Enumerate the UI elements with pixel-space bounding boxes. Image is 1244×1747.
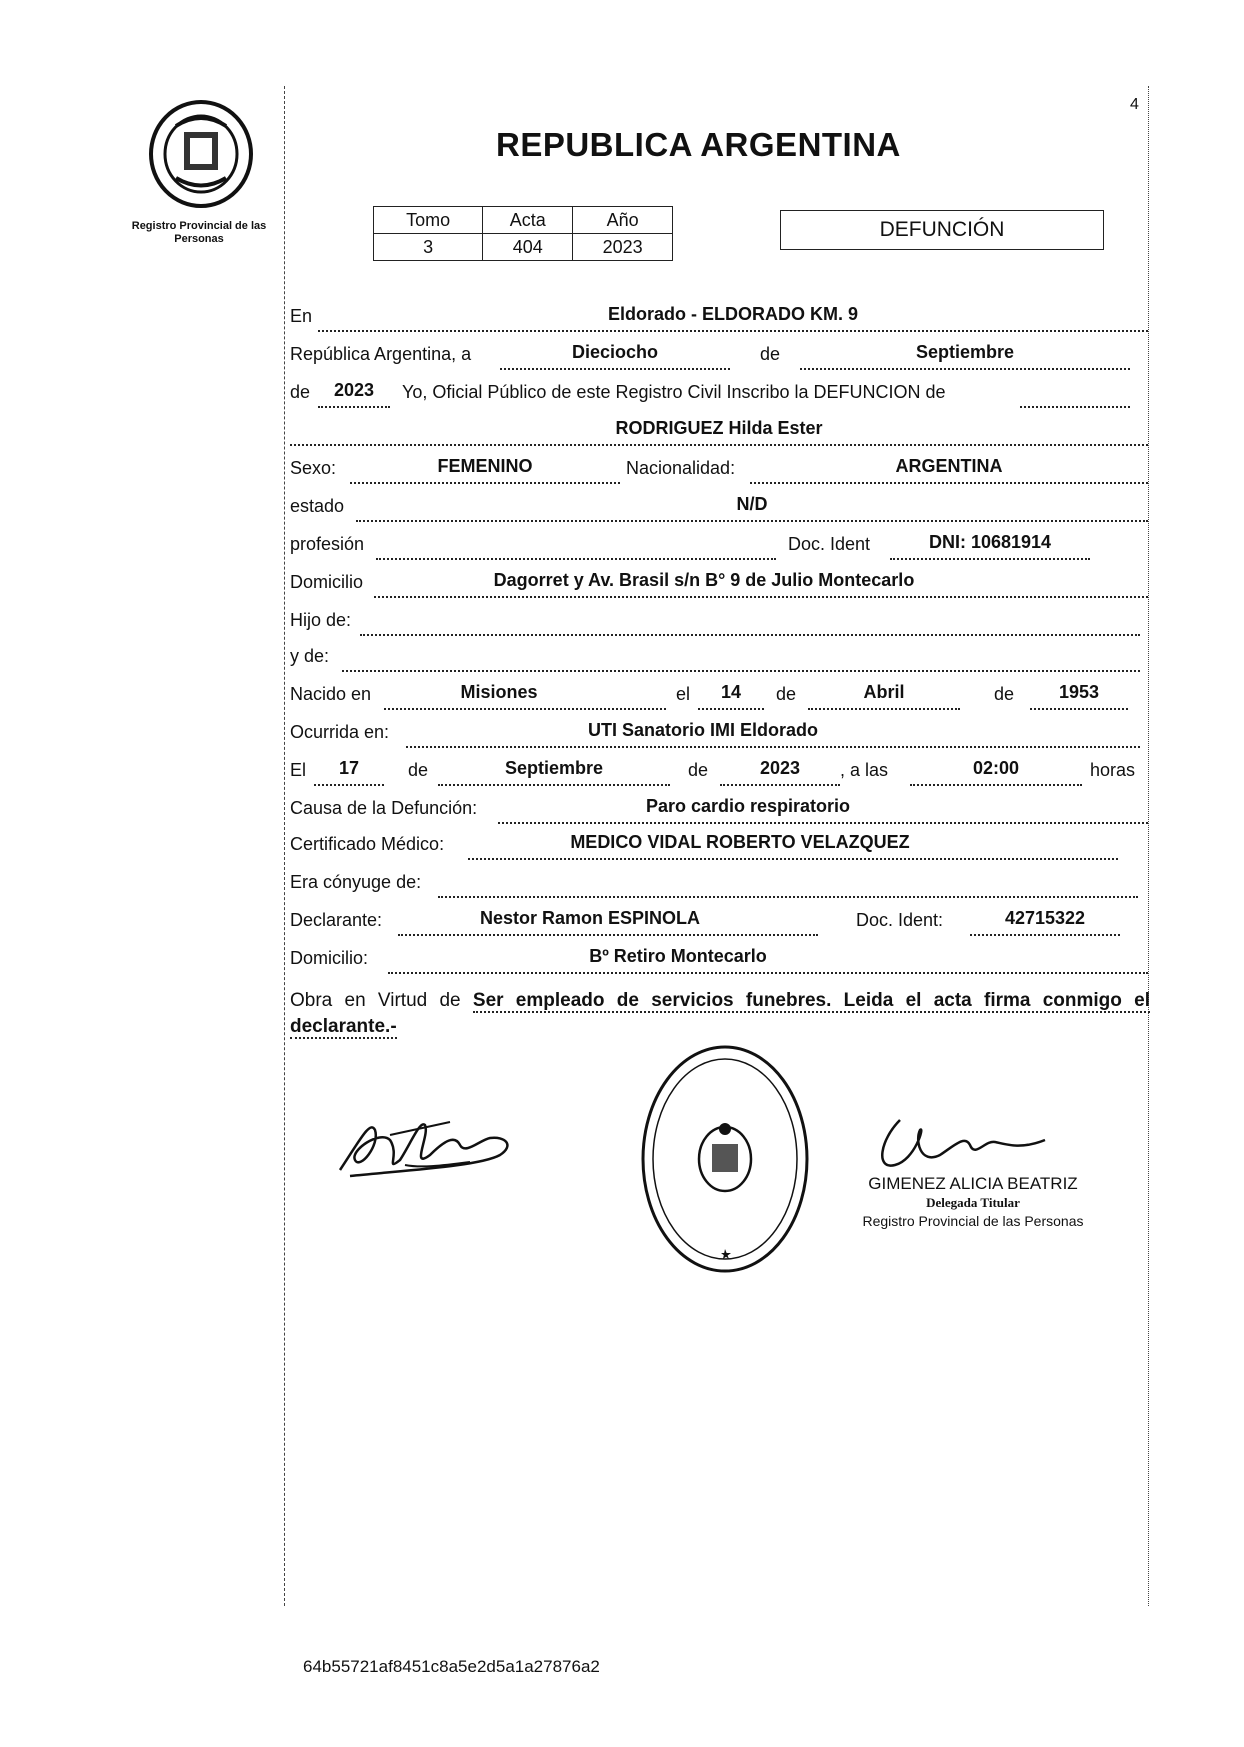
declarant-signature (330, 1100, 520, 1190)
obra-paragraph (290, 988, 1150, 1040)
registry-value-anio: 2023 (573, 234, 673, 261)
officer-office: Registro Provincial de las Personas (862, 1213, 1084, 1229)
left-margin-line (284, 86, 285, 1606)
label-hijo: Hijo de: (290, 610, 352, 630)
label-certificado: Certificado Médico: (290, 834, 445, 854)
value-birth-day: 14 (720, 682, 742, 702)
officer-role: Delegada Titular (926, 1195, 1020, 1210)
officer-signature-icon (870, 1110, 1060, 1180)
value-domicilio: Dagorret y Av. Brasil s/n B° 9 de Julio Montecarlo (493, 570, 915, 590)
value-doc-ident2: 42715322 (1004, 908, 1086, 928)
official-seal (640, 1044, 810, 1274)
value-birth-year: 1953 (1058, 682, 1100, 702)
row-profesion (290, 530, 1150, 560)
label-el2: El (290, 760, 307, 780)
value-certificado: MEDICO VIDAL ROBERTO VELAZQUEZ (570, 832, 910, 852)
registry-header-anio: Año (573, 207, 673, 234)
label-causa: Causa de la Defunción: (290, 798, 478, 818)
fill-conyuge (438, 876, 1138, 898)
value-day: Dieciocho (571, 342, 659, 362)
row-en (290, 302, 1150, 332)
logo-caption: Registro Provincial de las Personas (131, 220, 267, 245)
document-hash: 64b55721af8451c8a5e2d5a1a27876a2 (303, 1657, 600, 1676)
page-number: 4 (1130, 96, 1139, 113)
label-de2: de (290, 382, 311, 402)
label-de: de (760, 344, 781, 364)
label-republica: República Argentina, a (290, 344, 472, 364)
value-month: Septiembre (915, 342, 1015, 362)
value-deceased-name: RODRIGUEZ Hilda Ester (615, 418, 823, 438)
label-de3: de (776, 684, 797, 704)
value-causa: Paro cardio respiratorio (645, 796, 851, 816)
label-estado: estado (290, 496, 345, 516)
row-anio (290, 378, 1150, 408)
value-death-month: Septiembre (504, 758, 604, 778)
label-sexo: Sexo: (290, 458, 337, 478)
row-hijo (290, 606, 1150, 636)
registry-value-acta: 404 (483, 234, 573, 261)
label-doc-ident: Doc. Ident (788, 534, 871, 554)
label-domicilio: Domicilio (290, 572, 364, 592)
fill-profesion (376, 538, 776, 560)
row-domicilio2 (290, 944, 1150, 974)
label-el: el (676, 684, 691, 704)
row-fecha-defuncion (290, 756, 1150, 786)
value-estado: N/D (736, 494, 768, 514)
fill-yde (342, 650, 1140, 672)
value-year: 2023 (333, 380, 375, 400)
value-ocurrida: UTI Sanatorio IMI Eldorado (587, 720, 818, 740)
registry-table (373, 206, 673, 261)
value-death-day: 17 (338, 758, 360, 778)
value-death-time: 02:00 (972, 758, 1020, 778)
registry-header-acta: Acta (483, 207, 573, 234)
label-alas: , a las (840, 760, 889, 780)
officer-name: GIMENEZ ALICIA BEATRIZ (868, 1174, 1078, 1193)
registry-header-tomo: Tomo (374, 207, 483, 234)
fill-yo (1020, 386, 1130, 408)
label-de6: de (688, 760, 709, 780)
province-seal-icon (146, 98, 256, 210)
label-de5: de (408, 760, 429, 780)
value-domicilio2: Bº Retiro Montecarlo (589, 946, 767, 966)
value-death-year: 2023 (759, 758, 801, 778)
label-yde: y de: (290, 646, 330, 666)
declarant-signature-icon (330, 1100, 520, 1190)
row-domicilio (290, 568, 1150, 598)
value-en: Eldorado - ELDORADO KM. 9 (607, 304, 858, 324)
page-title: REPUBLICA ARGENTINA (496, 126, 901, 163)
row-conyuge (290, 868, 1150, 898)
value-obra: Ser empleado de servicios funebres. Leida el acta firma conmigo el declarante.- (290, 990, 1151, 1037)
label-de4: de (994, 684, 1015, 704)
official-seal-icon (640, 1044, 810, 1274)
row-fecha (290, 340, 1150, 370)
label-ocurrida: Ocurrida en: (290, 722, 390, 742)
row-certificado (290, 830, 1150, 860)
value-birth-month: Abril (863, 682, 905, 702)
registry-value-row (374, 234, 673, 261)
label-nacido: Nacido en (290, 684, 372, 704)
row-nacido (290, 680, 1150, 710)
value-doc-ident: DNI: 10681914 (928, 532, 1052, 552)
label-profesion: profesión (290, 534, 365, 554)
province-logo (146, 98, 256, 210)
officer-block (848, 1174, 1098, 1231)
label-conyuge: Era cónyuge de: (290, 872, 422, 892)
value-sexo: FEMENINO (437, 456, 533, 476)
row-declarante (290, 906, 1150, 936)
row-causa (290, 794, 1150, 824)
label-doc-ident2: Doc. Ident: (856, 910, 944, 930)
label-en: En (290, 306, 313, 326)
row-yde (290, 642, 1150, 672)
officer-signature (870, 1110, 1060, 1180)
row-name (290, 416, 1150, 446)
value-nacido: Misiones (460, 682, 538, 702)
label-obra: Obra en Virtud de (290, 990, 461, 1011)
label-domicilio2: Domicilio: (290, 948, 369, 968)
registry-header-row (374, 207, 673, 234)
label-horas: horas (1090, 760, 1136, 780)
label-declarante: Declarante: (290, 910, 383, 930)
label-nacionalidad: Nacionalidad: (626, 458, 736, 478)
row-ocurrida (290, 718, 1150, 748)
registry-value-tomo: 3 (374, 234, 483, 261)
document-type-box: DEFUNCIÓN (780, 210, 1104, 250)
value-declarante: Nestor Ramon ESPINOLA (479, 908, 701, 928)
row-sexo (290, 454, 1150, 484)
text-yo: Yo, Oficial Público de este Registro Civil Inscribo la DEFUNCION de (402, 382, 946, 402)
value-nacionalidad: ARGENTINA (895, 456, 1003, 476)
fill-hijo (360, 614, 1140, 636)
row-estado (290, 492, 1150, 522)
